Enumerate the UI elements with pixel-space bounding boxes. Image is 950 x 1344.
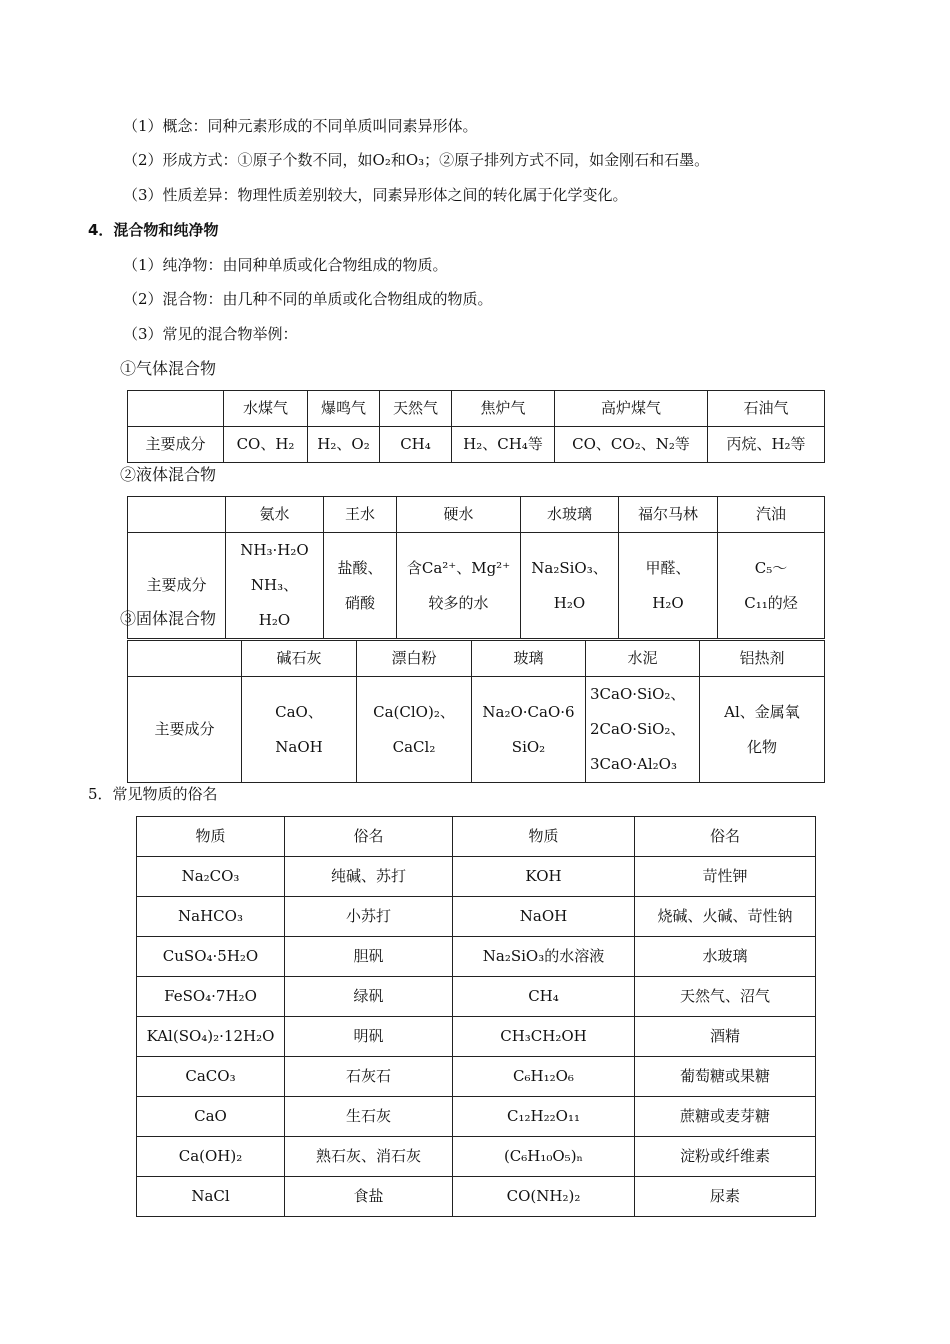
table-row: [137, 1137, 816, 1177]
header-cell: 水泥: [586, 641, 700, 677]
table-cell: 葡萄糖或果糖: [635, 1057, 816, 1097]
gas-mixture-table: [127, 390, 825, 463]
table-cell: CO、H₂: [224, 427, 308, 463]
table-cell: C₆H₁₂O₆: [453, 1057, 635, 1097]
table-cell: NaHCO₃: [137, 897, 285, 937]
header-cell: 高炉煤气: [555, 391, 708, 427]
header-cell: 物质: [137, 817, 285, 857]
table-cell: 生石灰: [285, 1097, 453, 1137]
header-cell: 汽油: [718, 497, 825, 533]
header-empty: [128, 391, 224, 427]
gas-mixture-title: ①气体混合物: [120, 359, 217, 378]
table-cell: CH₄: [453, 977, 635, 1017]
allotrope-formation: （2）形成方式：①原子个数不同，如O₂和O₃；②原子排列方式不同，如金刚石和石墨。: [123, 151, 710, 169]
table-cell: C₅～C₁₁的烃: [718, 533, 825, 639]
table-cell: 明矾: [285, 1017, 453, 1057]
section5-heading-text: 5．常见物质的俗名: [88, 785, 218, 803]
table-row: [137, 1017, 816, 1057]
table-cell: Na₂SiO₃的水溶液: [453, 937, 635, 977]
table-cell: 苛性钾: [635, 857, 816, 897]
header-cell: 碱石灰: [242, 641, 357, 677]
table-row: [128, 641, 825, 677]
row-label: 主要成分: [128, 677, 242, 783]
table-cell: Na₂CO₃: [137, 857, 285, 897]
solid-mixture-title: ③固体混合物: [120, 609, 217, 628]
header-cell: 物质: [453, 817, 635, 857]
table-cell: CH₃CH₂OH: [453, 1017, 635, 1057]
header-empty: [128, 497, 226, 533]
header-cell: 氨水: [226, 497, 324, 533]
row-label: 主要成分: [128, 427, 224, 463]
table-cell: 绿矾: [285, 977, 453, 1017]
table-cell: Ca(ClO)₂、CaCl₂: [357, 677, 472, 783]
table-cell: 含Ca²⁺、Mg²⁺较多的水: [397, 533, 521, 639]
table-cell: 纯碱、苏打: [285, 857, 453, 897]
table-row: [137, 1177, 816, 1217]
table-cell: CO(NH₂)₂: [453, 1177, 635, 1217]
table-cell: KOH: [453, 857, 635, 897]
table-cell: 食盐: [285, 1177, 453, 1217]
header-cell: 焦炉气: [452, 391, 555, 427]
solid-mixture-table: [127, 640, 825, 783]
liquid-mixture-title: ②液体混合物: [120, 465, 217, 484]
table-row: [128, 497, 825, 533]
table-cell: Na₂O·CaO·6SiO₂: [472, 677, 586, 783]
table-cell: 酒精: [635, 1017, 816, 1057]
header-cell: 硬水: [397, 497, 521, 533]
allotrope-concept: （1）概念：同种元素形成的不同单质叫同素异形体。: [123, 117, 478, 135]
table-cell: CO、CO₂、N₂等: [555, 427, 708, 463]
table-row: [137, 857, 816, 897]
table-cell: 天然气、沼气: [635, 977, 816, 1017]
row-label: 主要成分: [128, 533, 226, 639]
table-cell: CaCO₃: [137, 1057, 285, 1097]
table-cell: CaO、NaOH: [242, 677, 357, 783]
table-cell: 尿素: [635, 1177, 816, 1217]
table-cell: 水玻璃: [635, 937, 816, 977]
table-cell: 3CaO·SiO₂、2CaO·SiO₂、3CaO·Al₂O₃: [586, 677, 700, 783]
section4-heading: 4．混合物和纯净物: [88, 221, 219, 239]
liquid-mixture-table: [127, 496, 825, 639]
table-row: [137, 817, 816, 857]
table-cell: 石灰石: [285, 1057, 453, 1097]
table-cell: CH₄: [380, 427, 452, 463]
mixture-def: （2）混合物：由几种不同的单质或化合物组成的物质。: [123, 290, 493, 308]
table-cell: NaCl: [137, 1177, 285, 1217]
table-cell: FeSO₄·7H₂O: [137, 977, 285, 1017]
header-cell: 俗名: [635, 817, 816, 857]
table-cell: 胆矾: [285, 937, 453, 977]
table-row: [128, 677, 825, 783]
table-cell: (C₆H₁₀O₅)ₙ: [453, 1137, 635, 1177]
header-cell: 爆鸣气: [308, 391, 380, 427]
table-cell: KAl(SO₄)₂·12H₂O: [137, 1017, 285, 1057]
table-row: [137, 977, 816, 1017]
table-row: [128, 533, 825, 639]
table-row: [128, 391, 825, 427]
header-cell: 铝热剂: [700, 641, 825, 677]
allotrope-property: （3）性质差异：物理性质差别较大，同素异形体之间的转化属于化学变化。: [123, 186, 628, 204]
header-cell: 石油气: [708, 391, 825, 427]
table-cell: 熟石灰、消石灰: [285, 1137, 453, 1177]
table-cell: CaO: [137, 1097, 285, 1137]
pure-substance-def: （1）纯净物：由同种单质或化合物组成的物质。: [123, 256, 448, 274]
table-cell: Ca(OH)₂: [137, 1137, 285, 1177]
table-cell: NaOH: [453, 897, 635, 937]
header-cell: 玻璃: [472, 641, 586, 677]
mixture-examples-intro: （3）常见的混合物举例：: [123, 325, 298, 343]
table-row: [137, 937, 816, 977]
table-row: [137, 897, 816, 937]
table-row: [137, 1057, 816, 1097]
table-cell: NH₃·H₂O NH₃、H₂O: [226, 533, 324, 639]
table-cell: H₂、O₂: [308, 427, 380, 463]
table-row: [128, 427, 825, 463]
header-cell: 福尔马林: [619, 497, 718, 533]
header-cell: 俗名: [285, 817, 453, 857]
table-row: [137, 1097, 816, 1137]
table-cell: 丙烷、H₂等: [708, 427, 825, 463]
table-cell: Na₂SiO₃、H₂O: [521, 533, 619, 639]
table-cell: 烧碱、火碱、苛性钠: [635, 897, 816, 937]
header-empty: [128, 641, 242, 677]
table-cell: CuSO₄·5H₂O: [137, 937, 285, 977]
table-cell: H₂、CH₄等: [452, 427, 555, 463]
header-cell: 水玻璃: [521, 497, 619, 533]
table-cell: 淀粉或纤维素: [635, 1137, 816, 1177]
table-cell: 盐酸、硝酸: [324, 533, 397, 639]
table-cell: Al、金属氧化物: [700, 677, 825, 783]
header-cell: 王水: [324, 497, 397, 533]
table-cell: 小苏打: [285, 897, 453, 937]
header-cell: 漂白粉: [357, 641, 472, 677]
table-cell: C₁₂H₂₂O₁₁: [453, 1097, 635, 1137]
header-cell: 水煤气: [224, 391, 308, 427]
table-cell: 蔗糖或麦芽糖: [635, 1097, 816, 1137]
header-cell: 天然气: [380, 391, 452, 427]
section5-heading: [88, 784, 218, 804]
common-names-table: [136, 816, 816, 1217]
table-cell: 甲醛、H₂O: [619, 533, 718, 639]
